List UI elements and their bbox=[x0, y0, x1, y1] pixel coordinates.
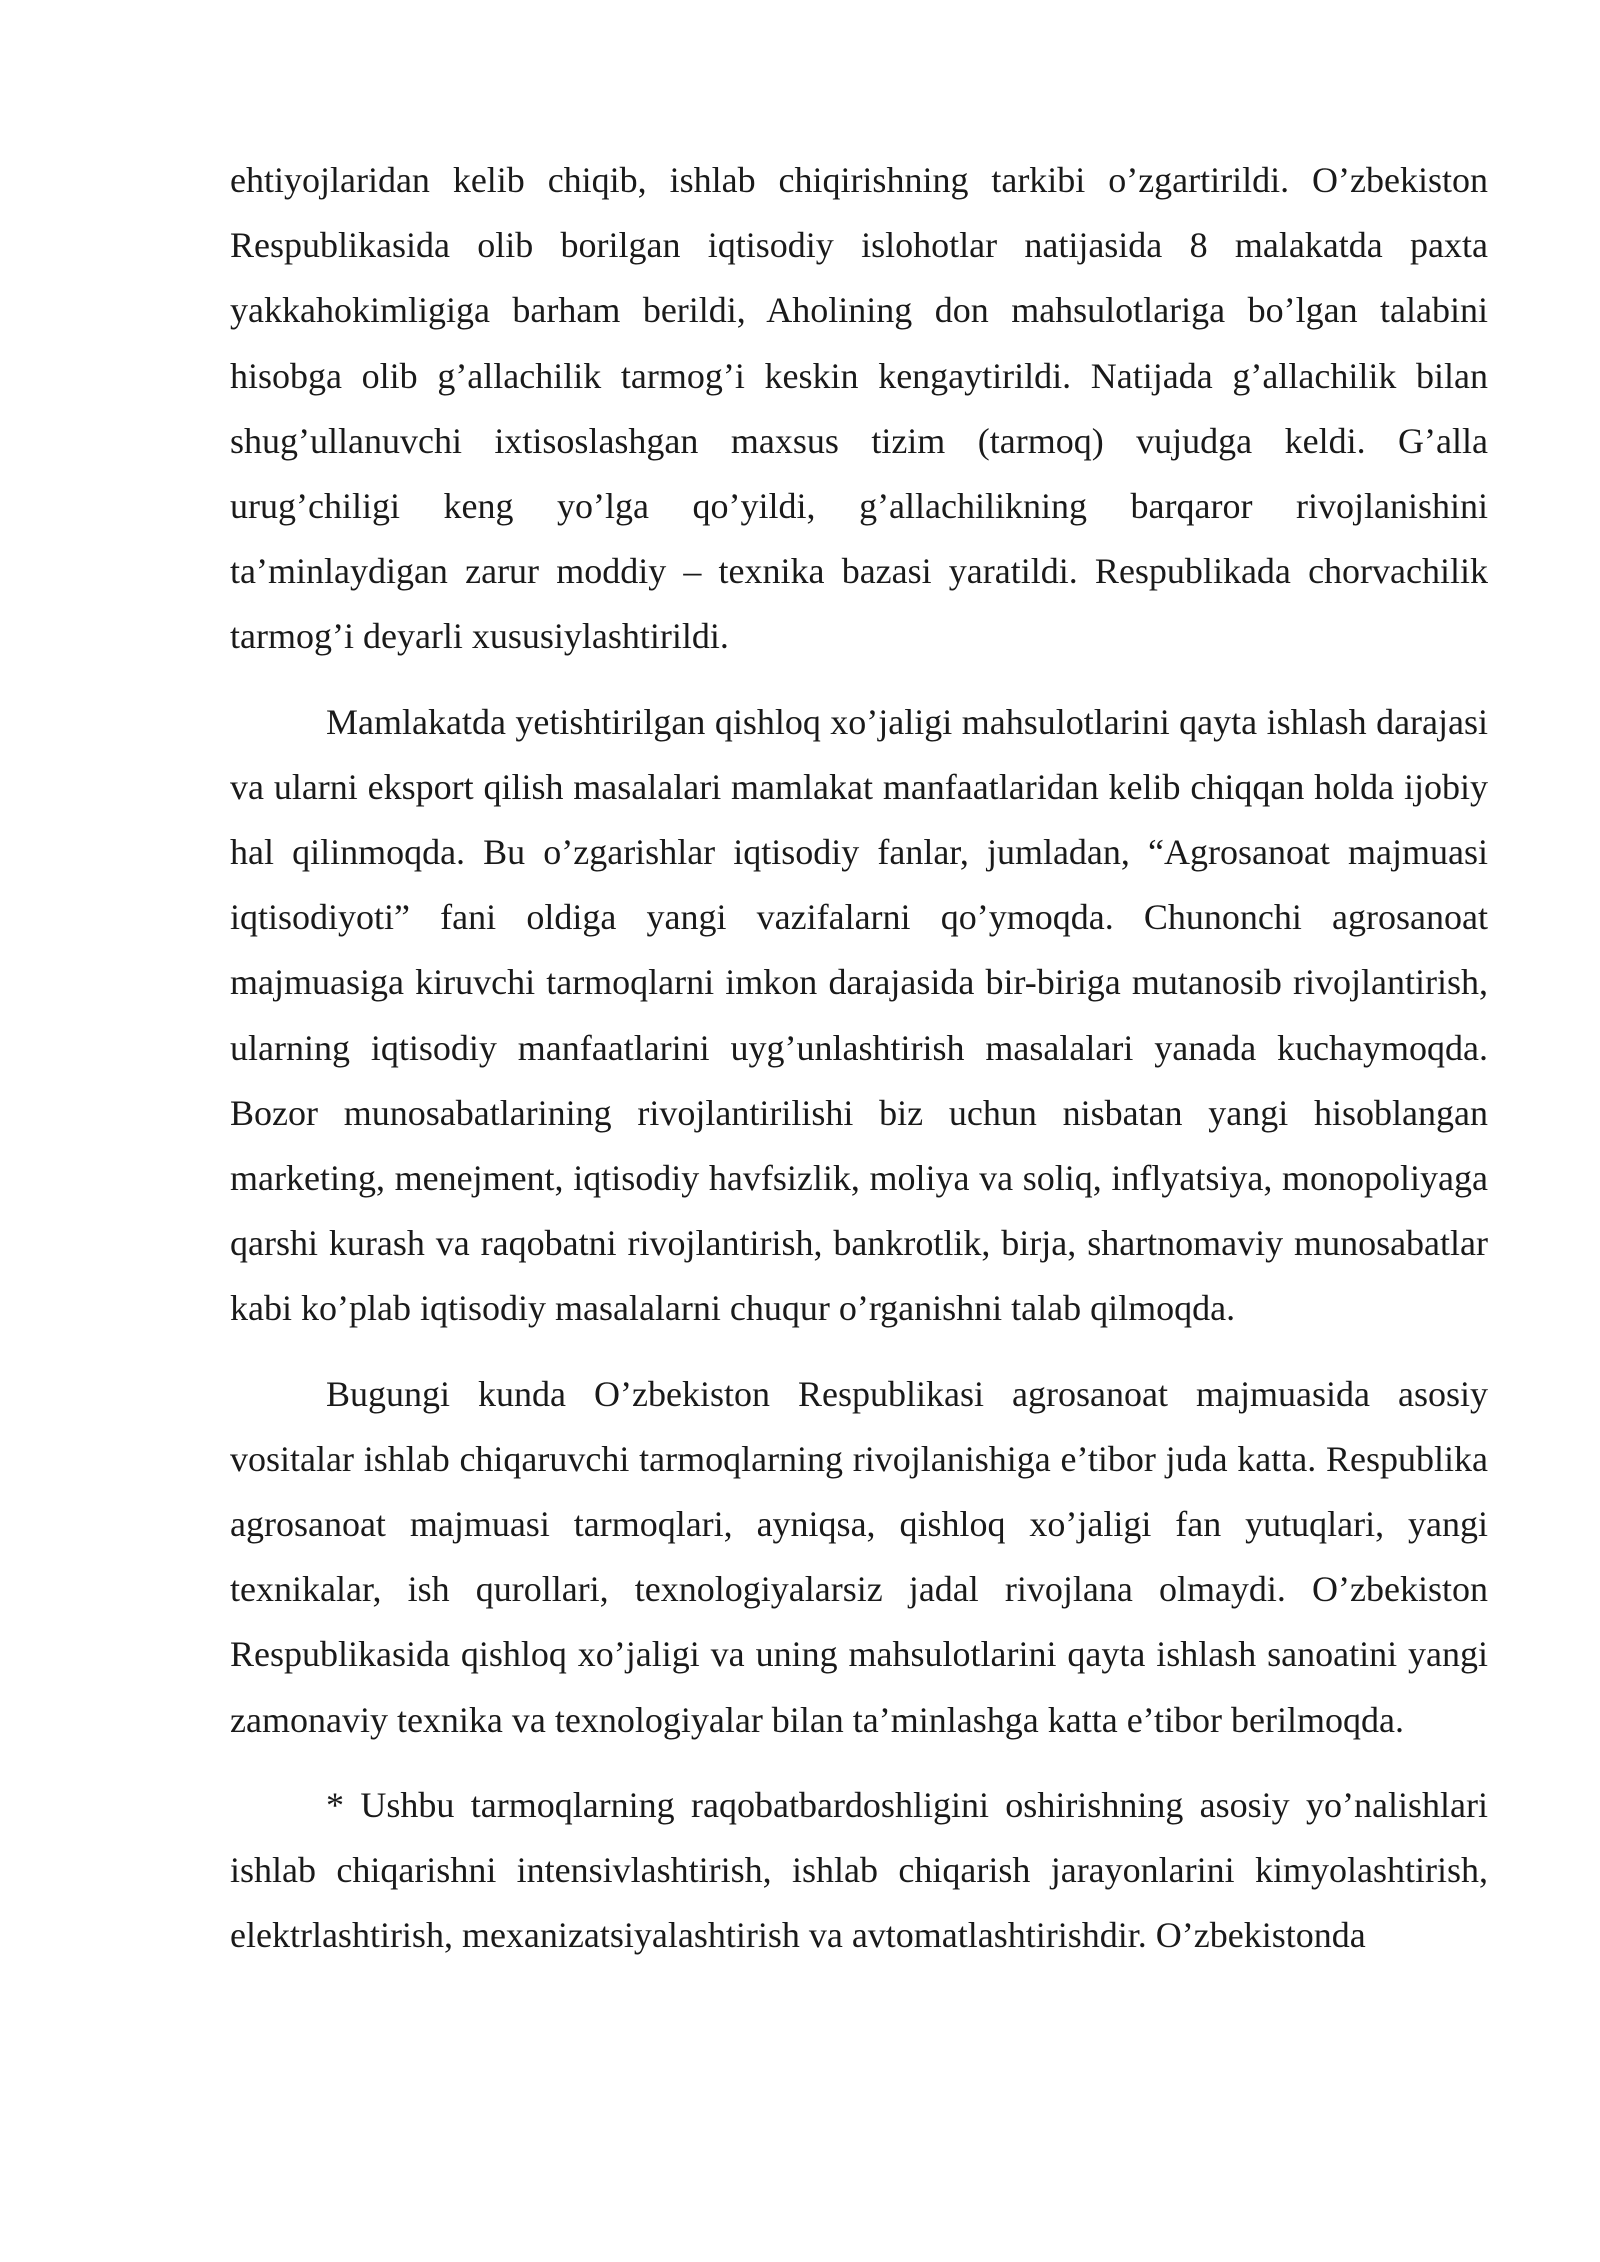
paragraph-1: ehtiyojlaridan kelib chiqib, ishlab chiqirishning tarkibi o’zgartirildi. O’zbekiston Respublikasida olib borilgan iqtisodiy islohotlar natijasida 8 malakatda paxta yakkahokimligiga barham berildi, Aholining don mahsulotlariga bo’lgan talabini hisobga olib g’allachilik tarmog’i keskin kengaytirildi. Natijada g’allachilik bilan shug’ullanuvchi ixtisoslashgan maxsus tizim (tarmoq) vujudga keldi. G’alla urug’chiligi keng yo’lga qo’yildi, g’allachilikning barqaror rivojlanishini ta’minlaydigan zarur moddiy – texnika bazasi yaratildi. Respublikada chorvachilik tarmog’i deyarli xususiylashtirildi. bbox=[230, 160, 1488, 657]
paragraph-3: Bugungi kunda O’zbekiston Respublikasi agrosanoat majmuasida asosiy vositalar ishlab chiqaruvchi tarmoqlarning rivojlanishiga e’tibor juda katta. Respublika agrosanoat majmuasi tarmoqlari, ayniqsa, qishloq xo’jaligi fan yutuqlari, yangi texnikalar, ish qurollari, texnologiyalarsiz jadal rivojlana olmaydi. O’zbekiston Respublikasida qishloq xo’jaligi va uning mahsulotlarini qayta ishlash sanoatini yangi zamonaviy texnika va texnologiyalar bilan ta’minlashga katta e’tibor berilmoqda. bbox=[230, 1373, 1488, 1740]
paragraph-4: * Ushbu tarmoqlarning raqobatbardoshligini oshirishning asosiy yo’nalishlari ishlab chiqarishni intensivlashtirish, ishlab chiqarish jarayonlarini kimyolashtirish, elektrlashtirish, mexanizatsiyalashtirish va avtomatlashtirishdir. O’zbekistonda bbox=[230, 1784, 1488, 1956]
paragraph-2: Mamlakatda yetishtirilgan qishloq xo’jaligi mahsulotlarini qayta ishlash darajasi va ularni eksport qilish masalalari mamlakat manfaatlaridan kelib chiqqan holda ijobiy hal qilinmoqda. Bu o’zgarishlar iqtisodiy fanlar, jumladan, “Agrosanoat majmuasi iqtisodiyoti” fani oldiga yangi vazifalarni qo’ymoqda. Chunonchi agrosanoat majmuasiga kiruvchi tarmoqlarni imkon darajasida bir-biriga mutanosib rivojlantirish, ularning iqtisodiy manfaatlarini uyg’unlashtirish masalalari yanada kuchaymoqda. Bozor munosabatlarining rivojlantirilishi biz uchun nisbatan yangi hisoblangan marketing, menejment, iqtisodiy havfsizlik, moliya va soliq, inflyatsiya, monopoliyaga qarshi kurash va raqobatni rivojlantirish, bankrotlik, birja, shartnomaviy munosabatlar kabi ko’plab iqtisodiy masalalarni chuqur o’rganishni talab qilmoqda. bbox=[230, 701, 1488, 1329]
document-page bbox=[230, 148, 1488, 1968]
